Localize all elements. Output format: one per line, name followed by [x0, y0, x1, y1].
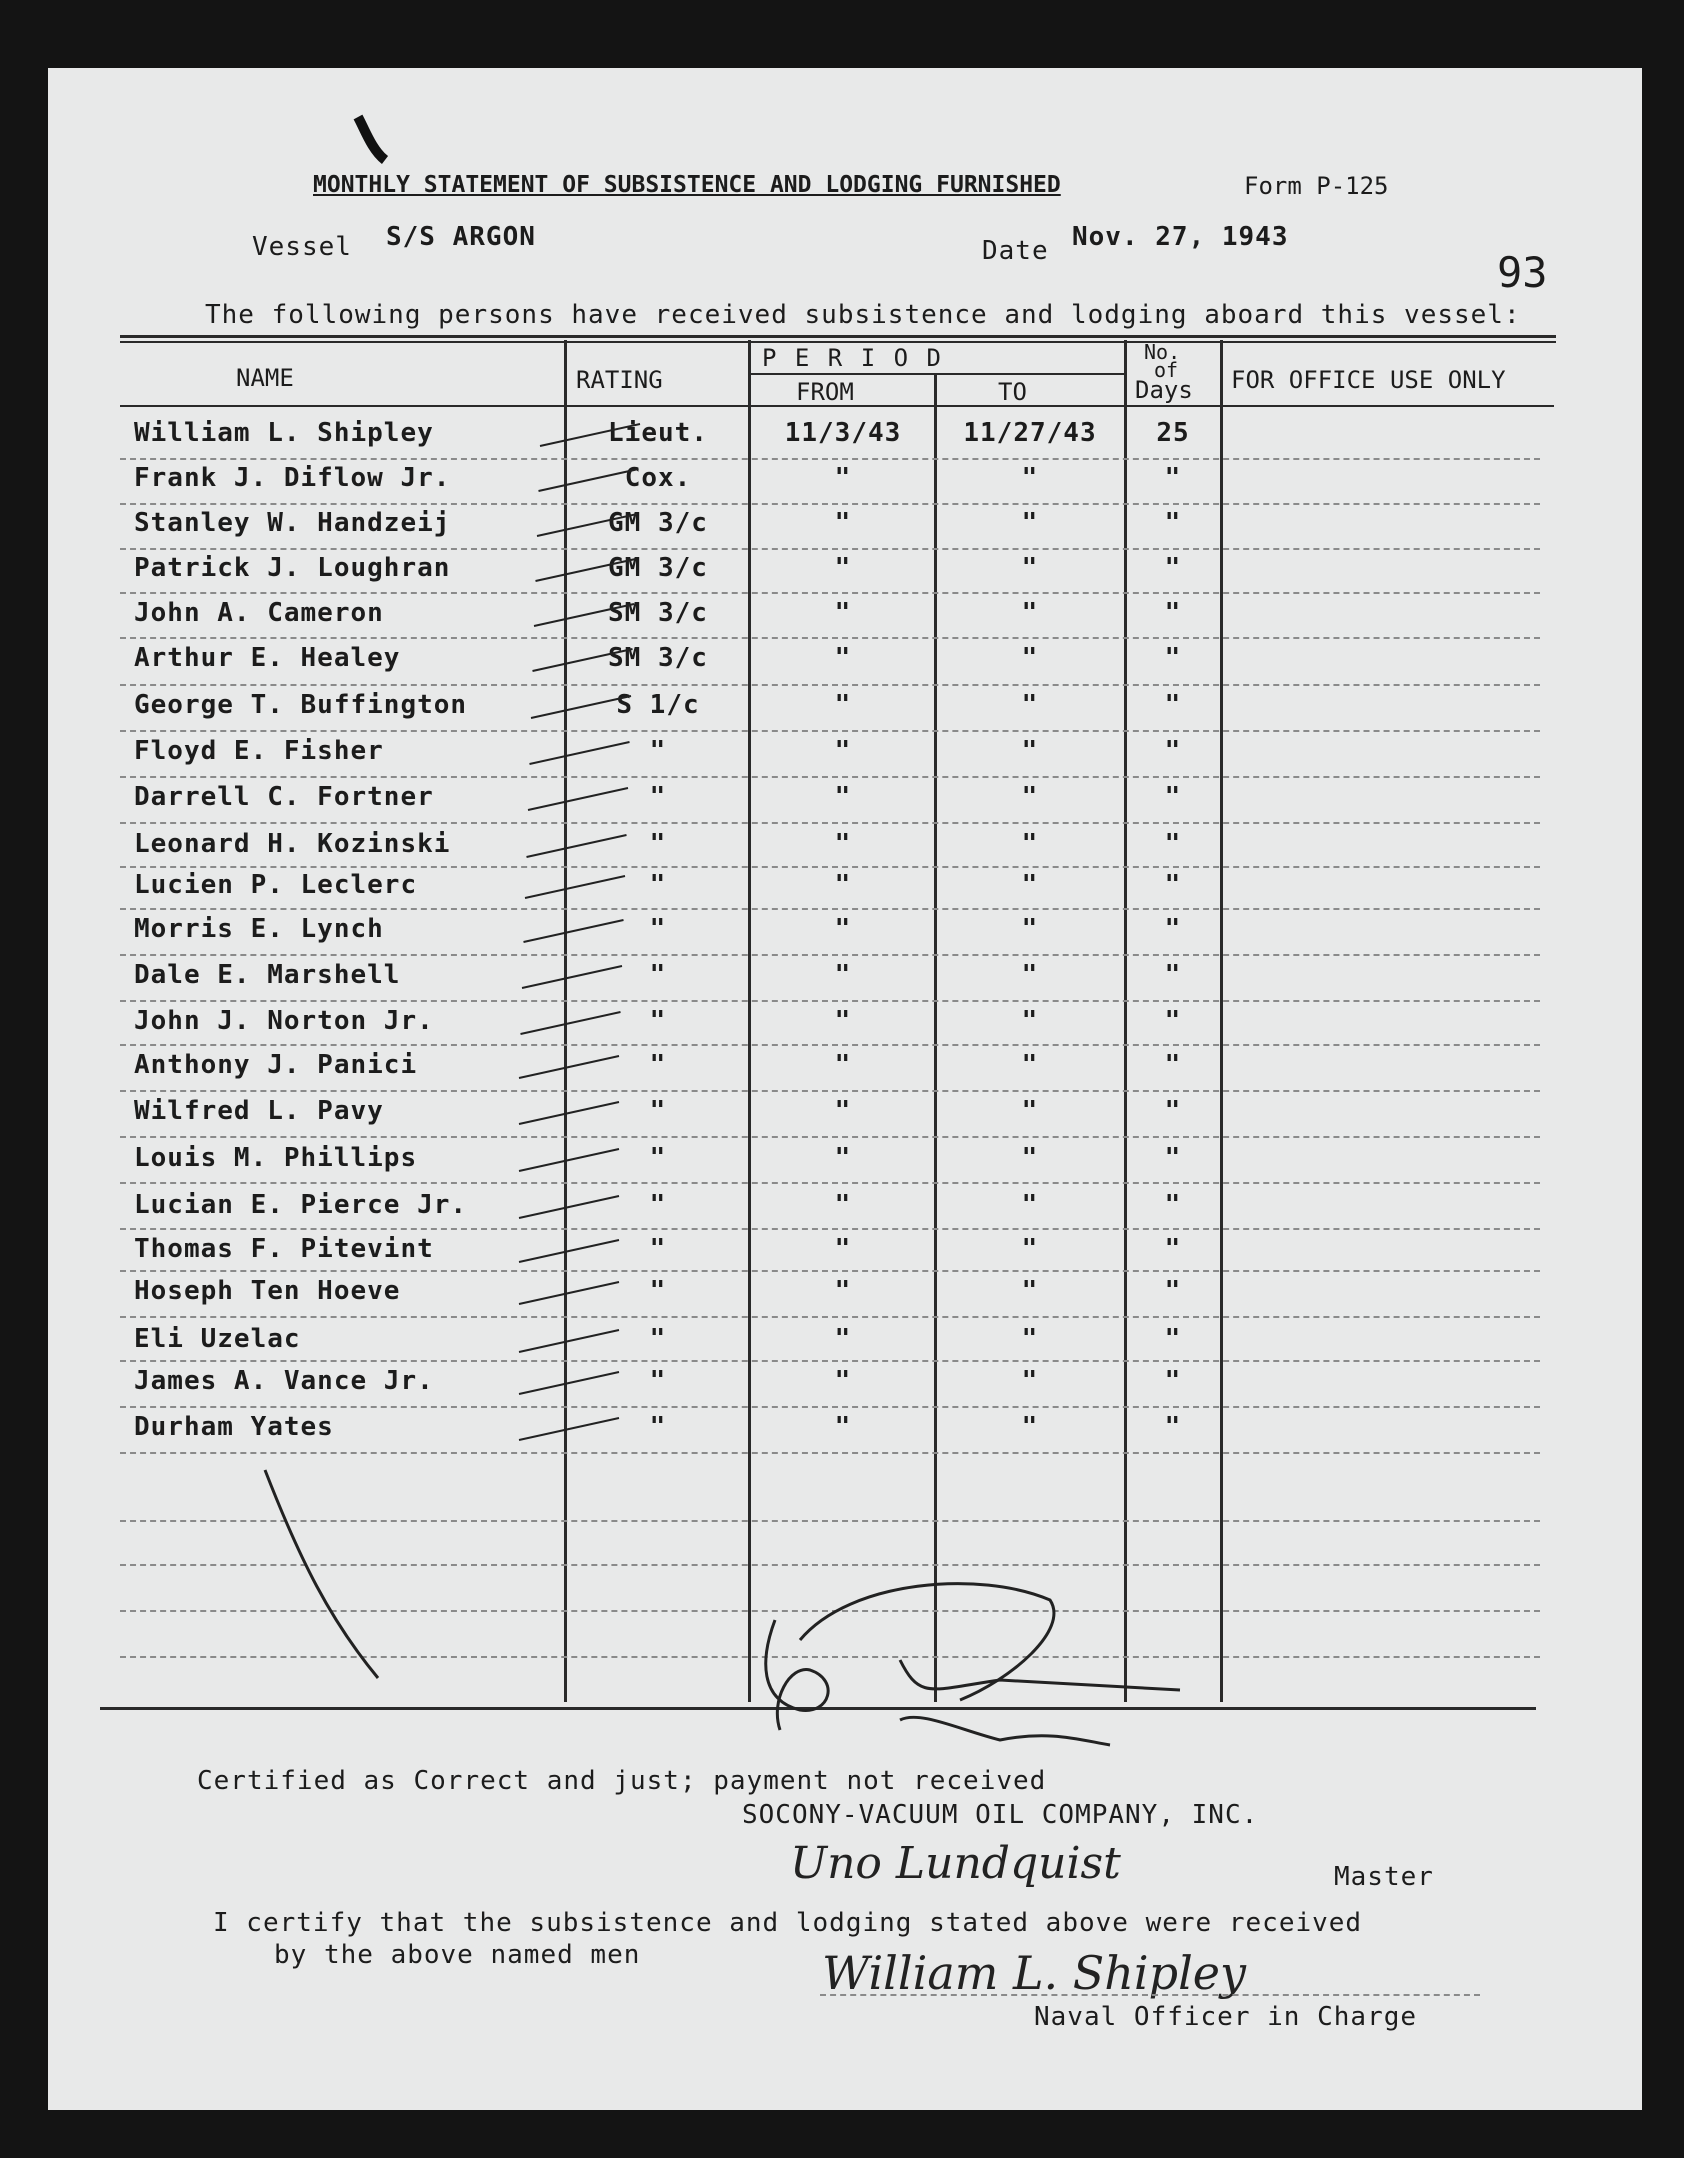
cell-to: " [1021, 1006, 1039, 1036]
cell-from: " [834, 829, 852, 859]
cell-days: " [1164, 463, 1182, 493]
cell-rating: " [649, 1234, 667, 1264]
check-mark [534, 604, 634, 626]
check-mark [525, 876, 625, 898]
check-mark [522, 966, 622, 988]
cell-from: " [834, 1324, 852, 1354]
cell-days: " [1164, 870, 1182, 900]
form-title: MONTHLY STATEMENT OF SUBSISTENCE AND LODGING FURNISHED [313, 172, 1061, 198]
check-mark [536, 559, 636, 581]
check-mark [528, 788, 628, 810]
check-mark [524, 920, 624, 942]
cell-name: Hoseph Ten Hoeve [134, 1276, 401, 1306]
cell-to: " [1021, 1096, 1039, 1126]
header-period: P E R I O D [762, 344, 943, 372]
cell-name: Patrick J. Loughran [134, 553, 451, 583]
cell-to: " [1021, 870, 1039, 900]
check-mark [519, 1282, 619, 1304]
cell-from: " [834, 690, 852, 720]
intro-text: The following persons have received subsistence and lodging aboard this vessel: [205, 300, 1521, 330]
date-label: Date [982, 236, 1049, 266]
cell-days: " [1164, 553, 1182, 583]
cell-to: " [1021, 1050, 1039, 1080]
cell-to: " [1021, 1276, 1039, 1306]
cell-name: Frank J. Diflow Jr. [134, 463, 451, 493]
cell-to: " [1021, 643, 1039, 673]
cell-name: Durham Yates [134, 1412, 334, 1442]
officer-signature: William L. Shipley [822, 1946, 1246, 2000]
cell-rating: " [649, 1276, 667, 1306]
cell-days: " [1164, 1234, 1182, 1264]
header-rating: RATING [576, 366, 663, 394]
cell-to: " [1021, 553, 1039, 583]
cell-to: " [1021, 736, 1039, 766]
cell-to: " [1021, 1234, 1039, 1264]
bracket-stroke [265, 1470, 378, 1678]
check-mark [527, 835, 627, 857]
cell-name: Anthony J. Panici [134, 1050, 418, 1080]
cell-days: " [1164, 1324, 1182, 1354]
check-mark [519, 1102, 619, 1124]
cell-rating: GM 3/c [608, 553, 708, 583]
check-mark [519, 1372, 619, 1394]
cell-days: " [1164, 914, 1182, 944]
check-mark [540, 424, 640, 446]
master-label: Master [1334, 1862, 1434, 1892]
cell-name: Floyd E. Fisher [134, 736, 384, 766]
initials-scribble [766, 1584, 1180, 1745]
cell-days: " [1164, 736, 1182, 766]
cell-to: " [1021, 463, 1039, 493]
cell-to: 11/27/43 [963, 418, 1097, 448]
cell-to: " [1021, 782, 1039, 812]
cell-from: " [834, 463, 852, 493]
check-mark [530, 742, 630, 764]
cell-name: William L. Shipley [134, 418, 434, 448]
cell-rating: SM 3/c [608, 598, 708, 628]
header-name: NAME [236, 364, 294, 392]
vessel-name: S/S ARGON [386, 222, 536, 252]
check-mark [519, 1418, 619, 1440]
cell-from: " [834, 508, 852, 538]
check-mark [519, 1056, 619, 1078]
cell-name: Wilfred L. Pavy [134, 1096, 384, 1126]
cell-days: " [1164, 782, 1182, 812]
cell-rating: " [649, 1412, 667, 1442]
cell-name: James A. Vance Jr. [134, 1366, 434, 1396]
certify-line-2: by the above named men [274, 1940, 641, 1970]
cell-rating: " [649, 1050, 667, 1080]
cell-rating: " [649, 870, 667, 900]
cell-days: " [1164, 1050, 1182, 1080]
check-mark [533, 649, 633, 671]
cell-rating: " [649, 1143, 667, 1173]
cell-from: " [834, 1050, 852, 1080]
cell-name: Darrell C. Fortner [134, 782, 434, 812]
cell-name: Eli Uzelac [134, 1324, 301, 1354]
cell-name: Leonard H. Kozinski [134, 829, 451, 859]
cell-rating: " [649, 1006, 667, 1036]
cell-rating: Lieut. [608, 418, 708, 448]
cell-to: " [1021, 1366, 1039, 1396]
page-number: 93 [1497, 248, 1548, 297]
officer-label: Naval Officer in Charge [1034, 2002, 1418, 2032]
cell-name: John J. Norton Jr. [134, 1006, 434, 1036]
check-mark [539, 469, 639, 491]
cell-to: " [1021, 829, 1039, 859]
cell-rating: " [649, 736, 667, 766]
header-days-no: No. [1144, 340, 1181, 364]
check-mark [521, 1012, 621, 1034]
cell-rating: " [649, 1366, 667, 1396]
cell-rating: Cox. [624, 463, 692, 493]
cell-from: " [834, 1366, 852, 1396]
cell-from: " [834, 736, 852, 766]
check-mark [519, 1240, 619, 1262]
check-mark [537, 514, 637, 536]
cell-from: " [834, 1234, 852, 1264]
header-days: Days [1135, 376, 1193, 404]
cell-from: " [834, 643, 852, 673]
cell-to: " [1021, 508, 1039, 538]
master-signature: Uno Lundquist [790, 1838, 1121, 1889]
cell-rating: S 1/c [616, 690, 700, 720]
cell-from: " [834, 870, 852, 900]
cell-to: " [1021, 1190, 1039, 1220]
cell-to: " [1021, 690, 1039, 720]
cell-rating: " [649, 782, 667, 812]
check-mark [519, 1196, 619, 1218]
cell-rating: GM 3/c [608, 508, 708, 538]
cell-from: " [834, 1412, 852, 1442]
cell-name: George T. Buffington [134, 690, 468, 720]
cell-name: Stanley W. Handzeij [134, 508, 451, 538]
cell-days: " [1164, 690, 1182, 720]
cell-to: " [1021, 598, 1039, 628]
cell-days: 25 [1156, 418, 1190, 448]
company-name: SOCONY-VACUUM OIL COMPANY, INC. [742, 1800, 1259, 1830]
cell-from: " [834, 782, 852, 812]
date-value: Nov. 27, 1943 [1072, 222, 1289, 252]
cell-days: " [1164, 598, 1182, 628]
cell-to: " [1021, 914, 1039, 944]
cell-days: " [1164, 1096, 1182, 1126]
cell-rating: " [649, 960, 667, 990]
cell-from: " [834, 1276, 852, 1306]
cell-days: " [1164, 1276, 1182, 1306]
cell-from: " [834, 1096, 852, 1126]
cell-name: Dale E. Marshell [134, 960, 401, 990]
cell-from: " [834, 598, 852, 628]
cell-days: " [1164, 829, 1182, 859]
certify-line-1: I certify that the subsistence and lodging stated above were received [213, 1908, 1363, 1938]
cell-days: " [1164, 643, 1182, 673]
cell-from: " [834, 914, 852, 944]
cell-rating: " [649, 1324, 667, 1354]
cell-rating: " [649, 829, 667, 859]
check-mark [519, 1330, 619, 1352]
cell-name: Morris E. Lynch [134, 914, 384, 944]
cell-days: " [1164, 1412, 1182, 1442]
cell-days: " [1164, 1190, 1182, 1220]
cell-name: Lucian E. Pierce Jr. [134, 1190, 468, 1220]
header-days-of: of [1154, 358, 1179, 382]
header-to: TO [998, 378, 1027, 406]
cell-to: " [1021, 1324, 1039, 1354]
cell-from: 11/3/43 [784, 418, 902, 448]
cell-rating: " [649, 1096, 667, 1126]
cell-name: Arthur E. Healey [134, 643, 401, 673]
cell-days: " [1164, 508, 1182, 538]
cell-from: " [834, 1143, 852, 1173]
cell-rating: " [649, 914, 667, 944]
cell-name: Louis M. Phillips [134, 1143, 418, 1173]
cell-days: " [1164, 1006, 1182, 1036]
cell-from: " [834, 553, 852, 583]
cell-name: Thomas F. Pitevint [134, 1234, 434, 1264]
cell-to: " [1021, 1412, 1039, 1442]
cell-days: " [1164, 960, 1182, 990]
cell-days: " [1164, 1366, 1182, 1396]
header-from: FROM [796, 378, 854, 406]
cell-rating: SM 3/c [608, 643, 708, 673]
ink-blot-mark [358, 117, 385, 160]
cell-rating: " [649, 1190, 667, 1220]
check-mark [531, 696, 631, 718]
cell-name: Lucien P. Leclerc [134, 870, 418, 900]
vessel-label: Vessel [252, 232, 352, 262]
certified-text: Certified as Correct and just; payment not received [197, 1766, 1047, 1796]
cell-to: " [1021, 1143, 1039, 1173]
cell-to: " [1021, 960, 1039, 990]
check-mark [519, 1149, 619, 1171]
form-number: Form P-125 [1244, 172, 1389, 200]
header-office-use: FOR OFFICE USE ONLY [1231, 366, 1506, 394]
cell-from: " [834, 1190, 852, 1220]
cell-days: " [1164, 1143, 1182, 1173]
cell-from: " [834, 960, 852, 990]
cell-name: John A. Cameron [134, 598, 384, 628]
cell-from: " [834, 1006, 852, 1036]
